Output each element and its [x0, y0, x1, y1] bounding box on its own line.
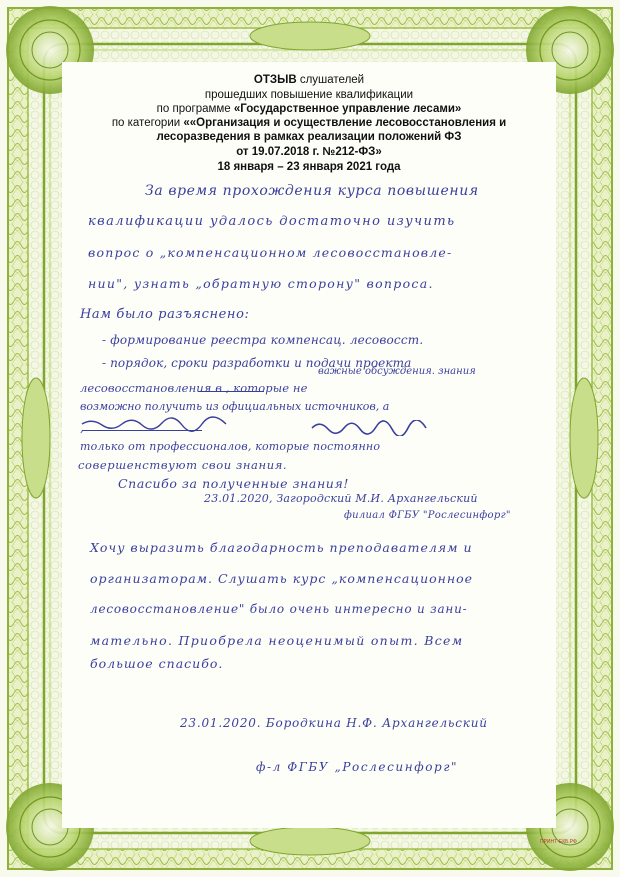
- course-dates: 18 января – 23 января 2021 года: [217, 161, 401, 173]
- review-2-line: Хочу выразить благодарность преподавателям и: [90, 540, 473, 555]
- header-line-4: [62, 116, 556, 130]
- title-rest: слушателей: [296, 74, 365, 86]
- review-1-line: совершенствуют свои знания.: [78, 458, 288, 472]
- scribble-mark: [80, 416, 230, 432]
- strikethrough: [198, 391, 264, 392]
- review-1-line: За время прохождения курса повышения: [145, 183, 479, 199]
- review-2-line: организаторам. Слушать курс „компенсационное: [90, 571, 474, 586]
- scribble-mark: [310, 420, 430, 436]
- header-line-4-pre: по категории: [111, 117, 184, 129]
- review-1-line: только от профессионалов, которые постоянно: [80, 440, 381, 453]
- review-1-closing: Спасибо за полученные знания!: [118, 476, 349, 491]
- review-2-signature: 23.01.2020. Бородкина Н.Ф. Архангельский: [180, 716, 488, 730]
- review-1-line: ,: [80, 421, 85, 435]
- header-line-5: лесоразведения в рамках реализации положений ФЗ: [156, 131, 462, 143]
- review-1-line: возможно получить из официальных источников, а: [80, 400, 390, 413]
- review-2-line: лесовосстановление" было очень интересно и зани-: [90, 602, 468, 616]
- review-1-affiliation: филиал ФГБУ "Рослесинфорг": [344, 510, 511, 521]
- review-2-line: большое спасибо.: [90, 656, 224, 671]
- header-line-3: [62, 102, 556, 116]
- review-1-line: нии", узнать „обратную сторону" вопроса.: [88, 276, 434, 291]
- review-1-insertion: важные обсуждения. знания: [318, 366, 476, 377]
- review-1-signature: 23.01.2020, Загородский М.И. Архангельский: [204, 492, 478, 505]
- review-1-line: Нам было разъяснено:: [80, 307, 250, 322]
- review-1-line: вопрос о „компенсационном лесовосстановле-: [88, 245, 453, 260]
- printer-stamp: ПРИНТ-ЕКБ.РФ: [540, 839, 577, 845]
- review-1-line: квалификации удалось достаточно изучить: [88, 214, 456, 229]
- header-title: [62, 73, 556, 87]
- review-2-affiliation: ф-л ФГБУ „Рослесинфорг": [256, 760, 459, 774]
- header-line-6: от 19.07.2018 г. №212-ФЗ»: [236, 146, 382, 158]
- header-line-3-pre: по программе: [156, 103, 234, 115]
- review-1-line: - формирование реестра компенсац. лесовосст.: [102, 333, 424, 347]
- program-name: «Государственное управление лесами»: [233, 103, 462, 115]
- review-1-line: - порядок, сроки разработки и подачи проекта: [102, 356, 412, 370]
- review-2-line: мательно. Приобрела неоценимый опыт. Всем: [90, 633, 464, 648]
- title-bold: ОТЗЫВ: [253, 74, 297, 86]
- header-line-2: прошедших повышение квалификации: [204, 89, 414, 101]
- review-1-line: лесовосстановления в , которые не: [80, 381, 308, 395]
- category-name: ««Организация и осуществление лесовосстановления и: [183, 117, 507, 129]
